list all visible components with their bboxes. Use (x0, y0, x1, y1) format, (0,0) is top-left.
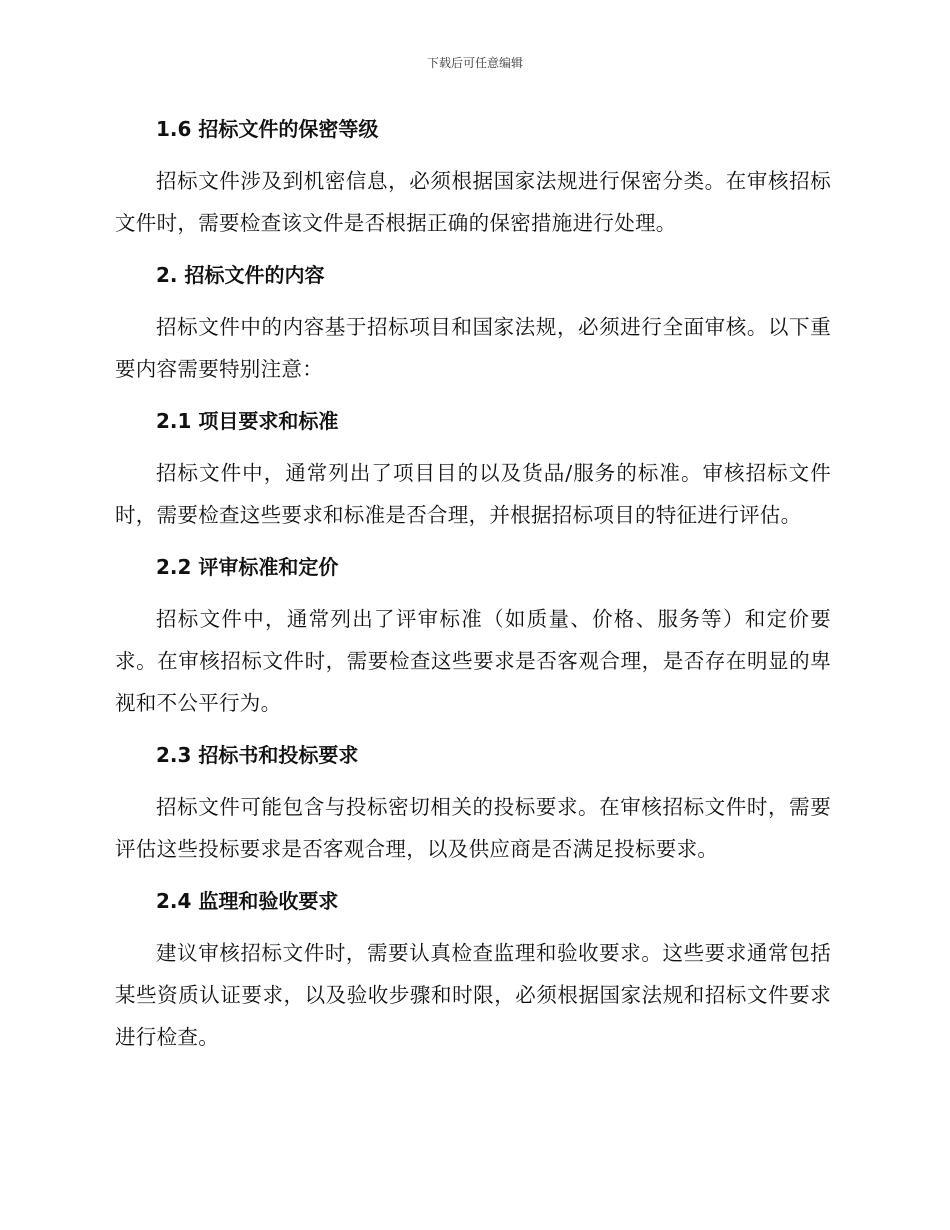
section-2-4 (115, 880, 831, 1058)
section-heading: 2.4 监理和验收要求 (156, 889, 339, 913)
section-paragraph: 招标文件中的内容基于招标项目和国家法规，必须进行全面审核。以下重要内容需要特别注意： (115, 315, 831, 381)
section-1-6 (115, 108, 831, 244)
section-heading: 2.1 项目要求和标准 (156, 409, 339, 433)
section-heading: 2.2 评审标准和定价 (156, 555, 339, 579)
section-2-3 (115, 734, 831, 870)
section-heading: 1.6 招标文件的保密等级 (156, 117, 379, 141)
document-body (115, 108, 831, 1068)
section-paragraph: 建议审核招标文件时，需要认真检查监理和验收要求。这些要求通常包括某些资质认证要求，以及验收步骤和时限，必须根据国家法规和招标文件要求进行检查。 (115, 941, 831, 1049)
section-2 (115, 254, 831, 390)
page-header: 下载后可任意编辑 (426, 56, 523, 70)
section-paragraph: 招标文件可能包含与投标密切相关的投标要求。在审核招标文件时，需要评估这些投标要求是否客观合理，以及供应商是否满足投标要求。 (115, 795, 831, 861)
section-paragraph: 招标文件中，通常列出了评审标准（如质量、价格、服务等）和定价要求。在审核招标文件时，需要检查这些要求是否客观合理，是否存在明显的卑视和不公平行为。 (115, 607, 831, 715)
section-2-1 (115, 400, 831, 536)
section-heading: 2.3 招标书和投标要求 (156, 743, 359, 767)
section-paragraph: 招标文件涉及到机密信息，必须根据国家法规进行保密分类。在审核招标文件时，需要检查该文件是否根据正确的保密措施进行处理。 (115, 169, 831, 235)
section-2-2 (115, 546, 831, 724)
section-heading: 2. 招标文件的内容 (156, 263, 325, 287)
section-paragraph: 招标文件中，通常列出了项目目的以及货品/服务的标准。审核招标文件时，需要检查这些要求和标准是否合理，并根据招标项目的特征进行评估。 (115, 461, 831, 527)
